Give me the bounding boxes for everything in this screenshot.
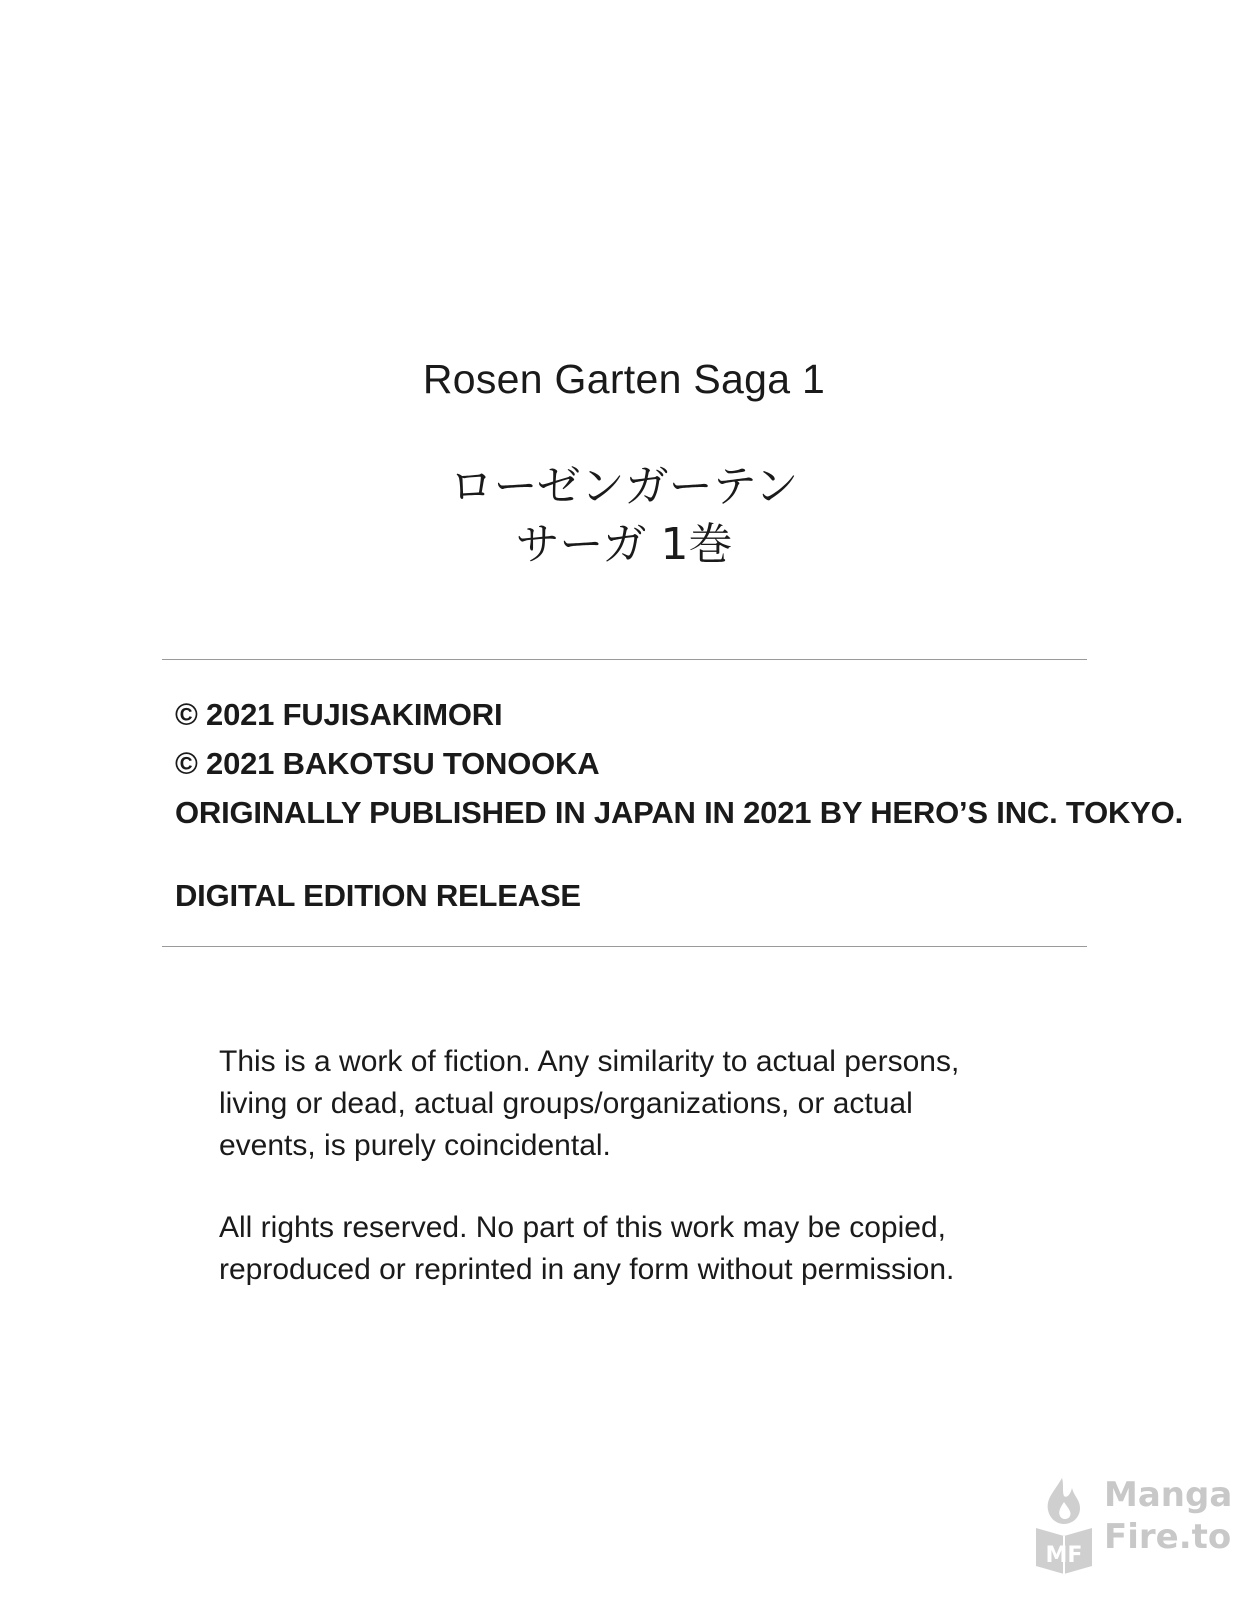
fiction-notice-line: events, is purely coincidental. bbox=[219, 1129, 611, 1162]
divider-bottom bbox=[162, 946, 1087, 947]
rights-notice bbox=[219, 1207, 1119, 1291]
book-title: Rosen Garten Saga 1 bbox=[422, 356, 826, 402]
japanese-title-line-1: ローゼンガーテン bbox=[449, 461, 799, 512]
credit-artist: © 2021 BAKOTSU TONOOKA bbox=[175, 746, 600, 781]
credit-publisher: ORIGINALLY PUBLISHED IN JAPAN IN 2021 BY HERO’S INC. TOKYO. bbox=[175, 795, 1183, 830]
fiction-notice bbox=[219, 1041, 1119, 1167]
watermark-line-1: Manga bbox=[1104, 1475, 1233, 1515]
flame-book-icon bbox=[1032, 1474, 1096, 1574]
rights-notice-line: reproduced or reprinted in any form without permission. bbox=[219, 1253, 955, 1286]
credits-block bbox=[175, 690, 1235, 837]
watermark-text bbox=[1104, 1474, 1232, 1558]
logo-letters: MF bbox=[1045, 1543, 1083, 1568]
divider-top bbox=[162, 659, 1087, 660]
rights-notice-line: All rights reserved. No part of this work may be copied, bbox=[219, 1211, 946, 1244]
watermark bbox=[1032, 1468, 1232, 1578]
watermark-line-2: Fire.to bbox=[1104, 1517, 1232, 1557]
japanese-title-line-2: サーガ 1巻 bbox=[515, 519, 733, 570]
edition-label: DIGITAL EDITION RELEASE bbox=[175, 878, 581, 913]
credit-author: © 2021 FUJISAKIMORI bbox=[175, 697, 503, 732]
fiction-notice-line: This is a work of fiction. Any similarity to actual persons, bbox=[219, 1045, 960, 1078]
fiction-notice-line: living or dead, actual groups/organizations, or actual bbox=[219, 1087, 913, 1120]
